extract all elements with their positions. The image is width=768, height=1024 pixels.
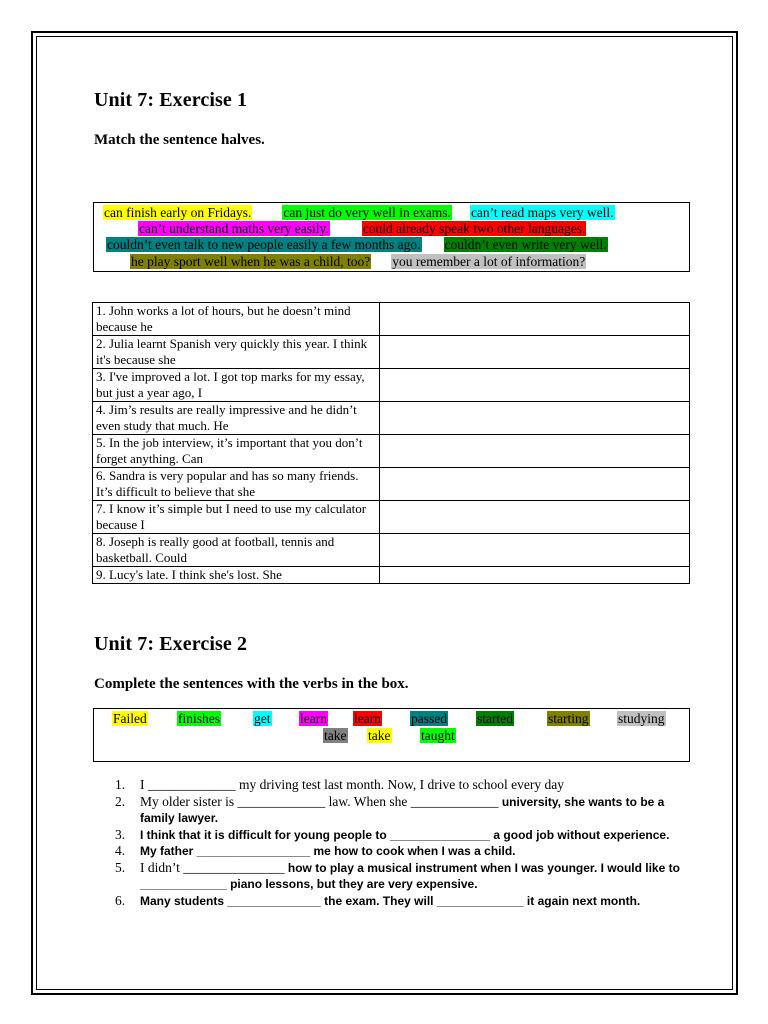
sentence-start-cell: 1. John works a lot of hours, but he doesn’t mind because he <box>93 303 380 336</box>
verb-chip: Failed <box>113 711 147 726</box>
sentence-text: My older sister is _____________ law. When she _____________ <box>140 793 502 809</box>
answer-cell[interactable] <box>380 567 690 584</box>
phrase-chip: he play sport well when he was a child, too? <box>131 254 371 269</box>
verb-chip: starting <box>548 711 589 726</box>
verb-chip: get <box>254 711 271 726</box>
sentence-start-cell: 5. In the job interview, it’s important that you don’t forget anything. Can <box>93 435 380 468</box>
list-number: 1. <box>115 777 126 792</box>
exercise2-verb-box <box>93 708 690 762</box>
answer-cell[interactable] <box>380 369 690 402</box>
list-item <box>94 827 694 844</box>
list-item <box>94 843 694 860</box>
phrase-chip: can’t understand maths very easily. <box>139 221 329 236</box>
phrase-chip: can’t read maps very well. <box>470 205 614 220</box>
matching-table <box>92 302 690 584</box>
list-number: 3. <box>115 826 126 842</box>
answer-cell[interactable] <box>380 468 690 501</box>
answer-cell[interactable] <box>380 501 690 534</box>
verb-chip: take <box>368 728 391 743</box>
sentence-text: how to play a musical instrument when I was younger. I would like to _____________ piano lessons, but they are very expensive. <box>140 860 680 891</box>
table-row <box>93 567 690 584</box>
list-item <box>94 777 694 794</box>
table-row <box>93 468 690 501</box>
verb-chip: passed <box>411 711 447 726</box>
phrase-chip: can just do very well in exams. <box>283 205 451 220</box>
list-item <box>94 860 694 893</box>
verb-chip: started <box>477 711 513 726</box>
verb-chip: take <box>324 728 347 743</box>
exercise1-instruction: Match the sentence halves. <box>94 132 265 148</box>
list-item <box>94 893 694 910</box>
exercise2-instruction: Complete the sentences with the verbs in the box. <box>94 676 409 692</box>
list-number: 2. <box>115 793 126 809</box>
exercise1-phrase-box <box>93 202 690 272</box>
list-number: 4. <box>115 843 126 858</box>
exercise2-sentence-list <box>94 777 694 909</box>
table-row <box>93 336 690 369</box>
exercise2-title: Unit 7: Exercise 2 <box>94 633 248 655</box>
phrase-chip: couldn’t even write very well. <box>444 237 607 252</box>
verb-chip: learn <box>300 711 327 726</box>
sentence-text: My father _________________ me how to cook when I was a child. <box>140 844 516 858</box>
sentence-start-cell: 4. Jim’s results are really impressive and he didn’t even study that much. He <box>93 402 380 435</box>
list-number: 6. <box>115 892 126 908</box>
answer-cell[interactable] <box>380 336 690 369</box>
phrase-chip: couldn’t even talk to new people easily a few months ago. <box>107 237 421 252</box>
table-row <box>93 435 690 468</box>
sentence-start-cell: 8. Joseph is really good at football, tennis and basketball. Could <box>93 534 380 567</box>
sentence-start-cell: 3. I've improved a lot. I got top marks for my essay, but just a year ago, I <box>93 369 380 402</box>
exercise1-title: Unit 7: Exercise 1 <box>94 89 248 111</box>
list-item <box>94 794 694 827</box>
answer-cell[interactable] <box>380 402 690 435</box>
answer-cell[interactable] <box>380 435 690 468</box>
answer-cell[interactable] <box>380 534 690 567</box>
sentence-text: I think that it is difficult for young people to _______________ a good job without experience. <box>140 827 670 842</box>
sentence-start-cell: 9. Lucy's late. I think she's lost. She <box>93 567 380 584</box>
sentence-start-cell: 6. Sandra is very popular and has so many friends. It’s difficult to believe that she <box>93 468 380 501</box>
phrase-chip: could already speak two other languages. <box>362 221 586 236</box>
table-row <box>93 369 690 402</box>
sentence-text: I didn’t _______________ <box>140 859 288 875</box>
table-row <box>93 534 690 567</box>
verb-chip: taught <box>421 728 455 743</box>
verb-chip: studying <box>618 711 665 726</box>
table-row <box>93 303 690 336</box>
table-row <box>93 501 690 534</box>
verb-chip: finishes <box>178 711 220 726</box>
list-number: 5. <box>115 859 126 875</box>
phrase-chip: you remember a lot of information? <box>392 254 586 269</box>
table-row <box>93 402 690 435</box>
sentence-start-cell: 2. Julia learnt Spanish very quickly this year. I think it's because she <box>93 336 380 369</box>
sentence-start-cell: 7. I know it’s simple but I need to use my calculator because I <box>93 501 380 534</box>
sentence-text: university, she wants to be a family lawyer. <box>140 794 665 825</box>
sentence-text: I _____________ my driving test last month. Now, I drive to school every day <box>140 777 564 792</box>
verb-chip: learn <box>354 711 381 726</box>
sentence-text: Many students ______________ the exam. They will _____________ it again next month. <box>140 893 641 908</box>
phrase-chip: can finish early on Fridays. <box>104 205 252 220</box>
answer-cell[interactable] <box>380 303 690 336</box>
